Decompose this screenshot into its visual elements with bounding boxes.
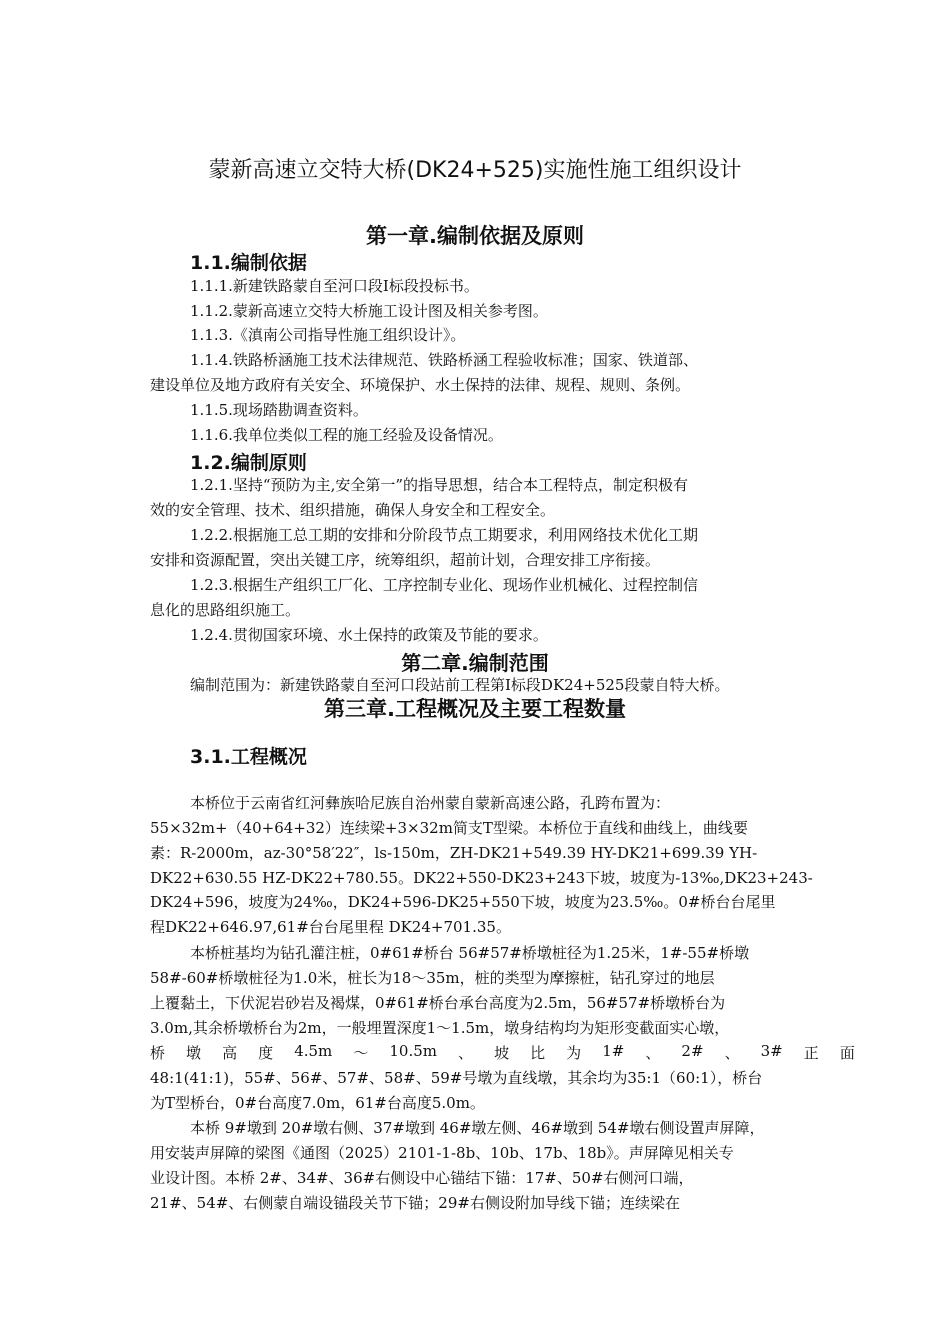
- item-1-2-3: 1.2.3.根据生产组织工厂化、工序控制专业化、现场作业机械化、过程控制信: [190, 576, 698, 594]
- spread-token: 1#: [602, 1042, 625, 1060]
- spread-token: 10.5m: [389, 1042, 437, 1060]
- document-title: 蒙新高速立交特大桥(DK24+525)实施性施工组织设计: [208, 158, 742, 183]
- p1-line-6: 程DK22+646.97,61#台台尾里程 DK24+701.35。: [150, 918, 511, 936]
- p2-line-4: 3.0m,其余桥墩桥台为2m，一般埋置深度1～1.5m，墩身结构均为矩形变截面实心墩，: [150, 1019, 730, 1037]
- item-1-2-4: 1.2.4.贯彻国家环境、水土保持的政策及节能的要求。: [190, 626, 548, 644]
- p3-line-1: 本桥 9#墩到 20#墩右侧、37#墩到 46#墩左侧、46#墩到 54#墩右侧设置声屏障，: [190, 1119, 765, 1137]
- item-1-2-1: 1.2.1.坚持“预防为主,安全第一”的指导思想，结合本工程特点，制定积极有: [190, 476, 689, 494]
- chapter-3-heading: 第三章.工程概况及主要工程数量: [324, 697, 626, 721]
- section-3-1-heading: 3.1.工程概况: [190, 746, 307, 768]
- item-1-1-2: 1.1.2.蒙新高速立交特大桥施工设计图及相关参考图。: [190, 302, 548, 320]
- item-1-1-5: 1.1.5.现场踏勘调查资料。: [190, 401, 368, 419]
- chapter-2-text: 编制范围为：新建铁路蒙自至河口段站前工程第Ⅰ标段DK24+525段蒙自特大桥。: [190, 676, 730, 694]
- item-1-1-4: 1.1.4.铁路桥涵施工技术法律规范、铁路桥涵工程验收标准；国家、铁道部、: [190, 351, 698, 369]
- chapter-1-heading: 第一章.编制依据及原则: [366, 224, 584, 248]
- section-1-1-heading: 1.1.编制依据: [190, 252, 307, 274]
- p1-line-1: 本桥位于云南省红河彝族哈尼族自治州蒙自蒙新高速公路，孔跨布置为：: [190, 794, 671, 812]
- p3-line-4: 21#、54#、右侧蒙自端设锚段关节下锚；29#右侧设附加导线下锚；连续梁在: [150, 1194, 680, 1212]
- p1-line-3: 素：R-2000m，az-30°58′22″，ls-150m，ZH-DK21+549.39 HY-DK21+699.39 YH-: [150, 844, 758, 862]
- p1-line-2: 55×32m+（40+64+32）连续梁+3×32m简支T型梁。本桥位于直线和曲线上，曲线要: [150, 819, 748, 837]
- spread-token: 3#: [760, 1042, 783, 1060]
- p2-line-6: 48:1(41:1)，55#、56#、57#、58#、59#号墩为直线墩，其余均为35:1（60:1），桥台: [150, 1069, 763, 1087]
- chapter-2-heading: 第二章.编制范围: [401, 651, 549, 675]
- spread-token: 坡: [494, 1044, 510, 1062]
- item-1-2-1-cont: 效的安全管理、技术、组织措施，确保人身安全和工程安全。: [150, 501, 556, 519]
- p2-line-2: 58#-60#桥墩桩径为1.0米，桩长为18～35m，桩的类型为摩擦桩，钻孔穿过的地层: [150, 969, 715, 987]
- item-1-1-6: 1.1.6.我单位类似工程的施工经验及设备情况。: [190, 426, 503, 444]
- spread-token: 墩: [186, 1044, 202, 1062]
- spread-token: 高: [222, 1044, 238, 1062]
- spread-token: 为: [566, 1044, 582, 1062]
- item-1-1-1: 1.1.1.新建铁路蒙自至河口段Ⅰ标段投标书。: [190, 277, 479, 295]
- spread-token: 4.5m: [294, 1042, 333, 1060]
- p2-line-5: [150, 1042, 855, 1063]
- item-1-2-2: 1.2.2.根据施工总工期的安排和分阶段节点工期要求，利用网络技术优化工期: [190, 526, 698, 544]
- p2-line-1: 本桥桩基均为钻孔灌注桩，0#61#桥台 56#57#桥墩桩径为1.25米，1#-55#桥墩: [190, 944, 750, 962]
- item-1-2-3-cont: 息化的思路组织施工。: [150, 601, 301, 619]
- spread-token: 、: [645, 1044, 661, 1062]
- item-1-1-3: 1.1.3.《滇南公司指导性施工组织设计》。: [190, 326, 466, 344]
- p1-line-5: DK24+596，坡度为24‰，DK24+596-DK25+550下坡，坡度为23.5‰。0#桥台台尾里: [150, 893, 776, 911]
- spread-token: 2#: [681, 1042, 704, 1060]
- section-1-2-heading: 1.2.编制原则: [190, 452, 307, 474]
- spread-token: 度: [258, 1044, 274, 1062]
- p2-line-7: 为T型桥台，0#台高度7.0m，61#台高度5.0m。: [150, 1094, 485, 1112]
- spread-token: 面: [839, 1044, 855, 1062]
- spread-token: 、: [724, 1044, 740, 1062]
- item-1-2-2-cont: 安排和资源配置，突出关键工序，统筹组织，超前计划，合理安排工序衔接。: [150, 551, 661, 569]
- p3-line-2: 用安装声屏障的梁图《通图（2025）2101-1-8b、10b、17b、18b》。声屏障见相关专: [150, 1144, 734, 1162]
- spread-token: 正: [803, 1044, 819, 1062]
- item-1-1-4-cont: 建设单位及地方政府有关安全、环境保护、水土保持的法律、规程、规则、条例。: [150, 376, 691, 394]
- p3-line-3: 业设计图。本桥 2#、34#、36#右侧设中心锚结下锚：17#、50#右侧河口端，: [150, 1169, 694, 1187]
- p1-line-4: DK22+630.55 HZ-DK22+780.55。DK22+550-DK23+243下坡，坡度为-13‰,DK23+243-: [150, 869, 813, 887]
- spread-token: 、: [458, 1044, 474, 1062]
- spread-token: 比: [530, 1044, 546, 1062]
- spread-token: 桥: [150, 1044, 166, 1062]
- p2-line-3: 上覆黏土，下伏泥岩砂岩及褐煤，0#61#桥台承台高度为2.5m，56#57#桥墩桥台为: [150, 994, 726, 1012]
- spread-token: ～: [353, 1044, 369, 1062]
